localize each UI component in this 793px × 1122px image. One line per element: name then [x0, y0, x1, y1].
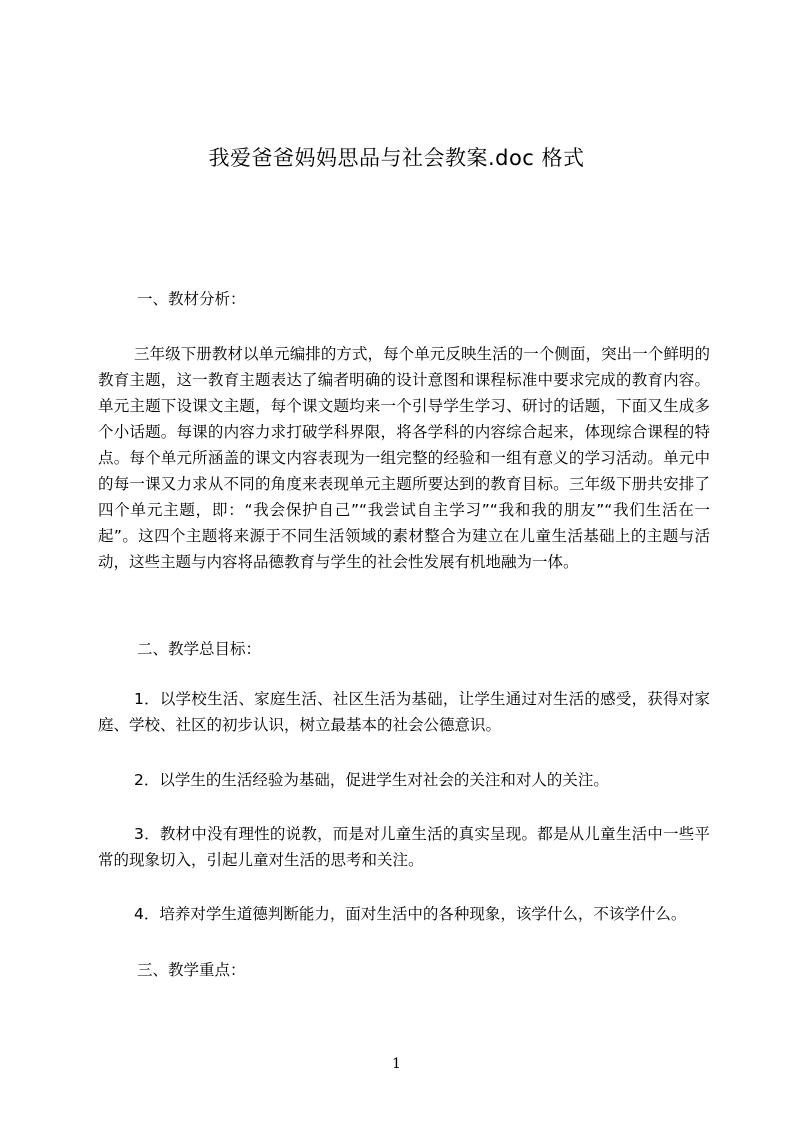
- goal-item-1: 1．以学校生活、家庭生活、社区生活为基础，让学生通过对生活的感受，获得对家庭、学校、社区的初步认识，树立最基本的社会公德意识。: [98, 690, 710, 734]
- section-heading-key-points: 三、教学重点：: [137, 961, 246, 979]
- materials-paragraph: 三年级下册教材以单元编排的方式，每个单元反映生活的一个侧面，突出一个鲜明的教育主题，这一教育主题表达了编者明确的设计意图和课程标准中要求完成的教育内容。单元主题下设课文主题，每个课文题均来一个引导学生学习、研讨的话题，下面又生成多个小话题。每课的内容力求打破学科界限，将各学科的内容综合起来，体现综合课程的特点。每个单元所涵盖的课文内容表现为一组完整的经验和一组有意义的学习活动。单元中的每一课又力求从不同的角度来表现单元主题所要达到的教育目标。三年级下册共安排了四个单元主题，即：“我会保护自己”“我尝试自主学习”“我和我的朋友”“我们生活在一起”。这四个主题将来源于不同生活领域的素材整合为建立在儿童生活基础上的主题与活动，这些主题与内容将品德教育与学生的社会性发展有机地融为一体。: [98, 345, 710, 571]
- goal-item-4: 4．培养对学生道德判断能力，面对生活中的各种现象，该学什么，不该学什么。: [134, 905, 687, 923]
- section-heading-goals: 二、教学总目标：: [137, 640, 262, 658]
- document-title: 我爱爸爸妈妈思品与社会教案.doc 格式: [208, 146, 585, 170]
- page-number: 1: [392, 1056, 401, 1072]
- goal-item-2: 2．以学生的生活经验为基础，促进学生对社会的关注和对人的关注。: [134, 771, 609, 789]
- goal-item-3: 3．教材中没有理性的说教，而是对儿童生活的真实呈现。都是从儿童生活中一些平常的现象切入，引起儿童对生活的思考和关注。: [98, 825, 710, 869]
- section-heading-materials: 一、教材分析：: [137, 290, 246, 308]
